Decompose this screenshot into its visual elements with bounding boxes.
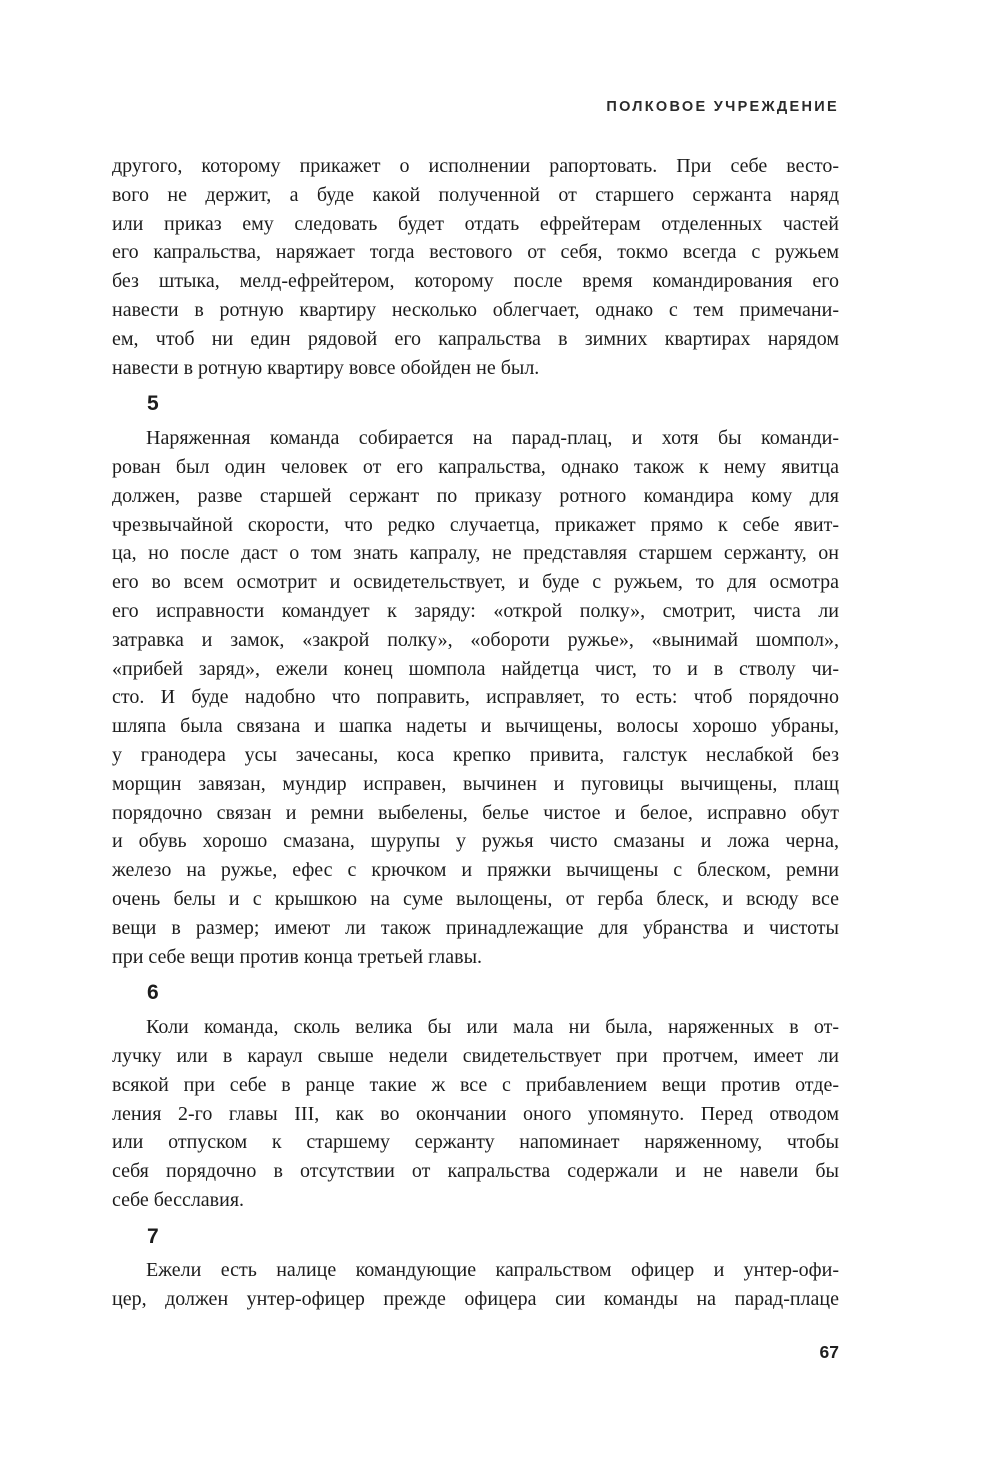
paragraph-line: его исправности командует к заряду: «открой полку», смотрит, чиста ли (112, 599, 839, 622)
paragraph-line: лучку или в караул свыше недели свидетельствует при протчем, имеет ли (112, 1044, 839, 1067)
paragraph-line: и обувь хорошо смазана, шурупы у ружья чисто смазаны и ложа черна, (112, 830, 839, 853)
paragraph-line: другого, которому прикажет о исполнении рапортовать. При себе весто- (112, 155, 839, 177)
paragraph-line: ем, чтоб ни един рядовой его капральства в зимних квартирах нарядом (112, 327, 839, 350)
section-number: 5 (147, 392, 159, 416)
paragraph-line: у гранодера усы зачесаны, коса крепко привита, галстук неслабкой без (112, 743, 839, 766)
paragraph-line: его во всем осмотрит и освидетельствует, и буде с ружьем, то для осмотра (112, 571, 839, 594)
paragraph-line: навести в ротную квартиру вовсе обойден не был. (112, 356, 540, 379)
paragraph-line: или отпуском к старшему сержанту напоминает наряженному, чтобы (112, 1131, 839, 1154)
paragraph-line: затравка и замок, «закрой полку», «обороти ружье», «вынимай шомпол», (112, 628, 839, 651)
paragraph-line: железо на ружье, ефес с крючком и пряжки вычищены с блеском, ремни (112, 859, 839, 882)
paragraph-line: «прибей заряд», ежели конец шомпола найдетца чист, то и в стволу чи- (112, 657, 839, 680)
paragraph-line: шляпа была связана и шапка надеты и вычищены, волосы хорошо убраны, (112, 715, 839, 738)
paragraph-line: или приказ ему следовать будет отдать ефрейтерам отделенных частей (112, 212, 839, 235)
paragraph-line: Наряженная команда собирается на парад-плац, и хотя бы команди- (146, 427, 839, 450)
paragraph (112, 1256, 839, 1314)
section-number: 7 (147, 1224, 159, 1248)
text-column (112, 0, 839, 1364)
paragraph-line: Ежели есть налице командующие капральством офицер и унтер-офи- (146, 1259, 839, 1282)
paragraph-line: ления 2-го главы III, как во окончании оного упомянуто. Перед отводом (112, 1102, 839, 1125)
paragraph (112, 152, 839, 382)
paragraph-line: навести в ротную квартиру несколько облегчает, однако с тем примечани- (112, 298, 839, 321)
paragraph-line: цер, должен унтер-офицер прежде офицера сии команды на парад-плаце (112, 1288, 839, 1311)
paragraph-line: без штыка, мелд-ефрейтером, которому после время командирования его (112, 270, 839, 293)
paragraph-line: вого не держит, а буде какой полученной от старшего сержанта наряд (112, 183, 839, 206)
paragraph-line: чрезвычайной скорости, что редко случаетца, прикажет прямо к себе явит- (112, 513, 839, 536)
page-body (112, 152, 839, 1314)
paragraph-line: ца, но после даст о том знать капралу, не представляя старшем сержанту, он (112, 542, 839, 565)
paragraph-line: очень белы и с крышкою на суме вылощены, от герба блеск, и всюду все (112, 887, 839, 910)
section-number: 6 (147, 981, 159, 1005)
paragraph-line: всякой при себе в ранце такие ж все с прибавлением вещи против отде- (112, 1073, 839, 1096)
paragraph (112, 1013, 839, 1215)
paragraph-line: порядочно связан и ремни выбелены, белье чистое и белое, исправно обут (112, 801, 839, 824)
paragraph-line: себе бесславия. (112, 1188, 245, 1211)
paragraph-line: рован был один человек от его капральства, однако також к нему явитца (112, 455, 839, 478)
paragraph-line: Коли команда, сколь велика бы или мала ни была, наряженных в от- (146, 1016, 839, 1039)
paragraph (112, 424, 839, 971)
paragraph-line: при себе вещи против конца третьей главы. (112, 945, 483, 968)
paragraph-line: должен, разве старшей сержант по приказу ротного командира кому для (112, 484, 839, 507)
paragraph-line: его капральства, наряжает тогда вестового от себя, токмо всегда с ружьем (112, 241, 839, 264)
paragraph-line: сто. И буде надобно что поправить, исправляет, то есть: чтоб порядочно (112, 686, 839, 709)
paragraph-line: вещи в размер; имеют ли також принадлежащие для убранства и чистоты (112, 916, 839, 939)
paragraph-line: морщин завязан, мундир исправен, вычинен и пуговицы вычищены, плащ (112, 772, 839, 795)
running-header: ПОЛКОВОЕ УЧРЕЖДЕНИЕ (606, 99, 839, 115)
page-number: 67 (819, 1342, 839, 1363)
paragraph-line: себя порядочно в отсутствии от капральства содержали и не навели бы (112, 1160, 839, 1183)
